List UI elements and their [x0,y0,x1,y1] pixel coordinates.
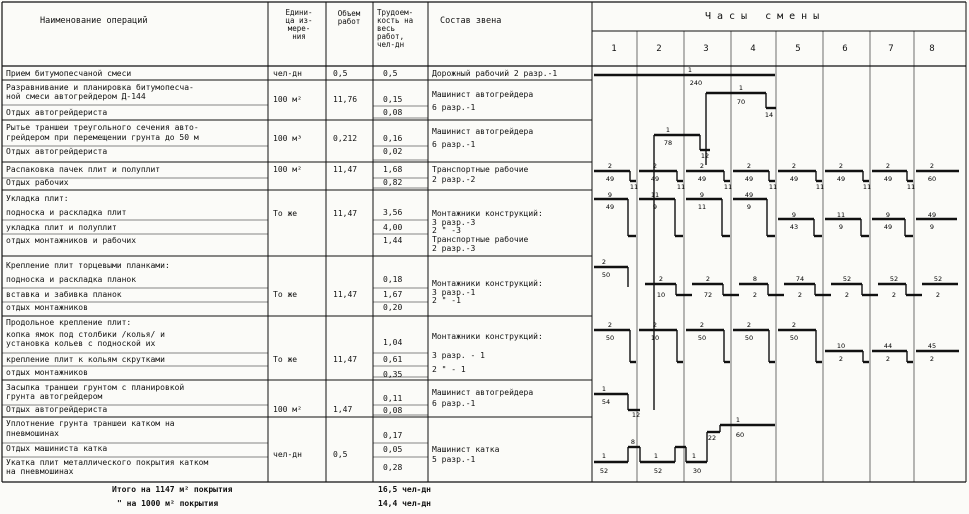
gantt-r4-lbl-b-7: 9 [929,223,935,231]
row-3-crew-1: 2 разр.-2 [432,175,476,184]
row-7-volume: 1,47 [333,405,353,414]
gantt-r6-lbl-b-3: 50 [744,334,754,342]
gantt-r3-lbl-a-6: 2 [885,162,891,170]
gantt-r8-lbl-0: 1 [601,452,607,460]
gantt-r5-lbl-b-1: 10 [656,291,666,299]
gantt-r4-lbl-a-1: 11 [650,191,660,199]
gantt-r4-lbl-b-3: 9 [746,203,752,211]
row-0-volume: 0,5 [333,69,348,78]
row-4-line-1: подноска и раскладка плит [6,208,127,217]
gantt-r4-lbl-a-6: 9 [885,211,891,219]
row-6-crew-2: 2 " - 1 [432,365,466,374]
gantt-r5-lbl-a-2: 2 [705,275,711,283]
row-2-crew-1: 6 разр.-1 [432,140,476,149]
row-6-line-3: крепление плит к кольям скрутками [6,355,165,364]
gantt-r3-lbl-a-0: 2 [607,162,613,170]
row-1-line-2: Отдых автогрейдериста [6,108,108,117]
gantt-r3-lbl-c-6: 11 [906,183,916,191]
row-5-crew-2: 2 " -1 [432,296,461,305]
row-0-crew-0: Дорожный рабочий 2 разр.-1 [432,69,558,78]
hour-7: 7 [888,44,894,54]
gantt-r6-lbl-a-0: 2 [607,321,613,329]
gantt-r6-lbl-a-4: 2 [791,321,797,329]
gantt-r6-lbl-b-2: 50 [697,334,707,342]
gantt-r8-lbl-8: 1 [735,416,741,424]
hour-1: 1 [611,44,617,54]
gantt-r6-lbl-b-6: 2 [885,355,891,363]
gantt-r4-lbl-a-0: 9 [607,191,613,199]
gantt-r8-lbl-1: 52 [599,467,609,475]
row-6-labor-0: 1,04 [383,338,403,347]
gantt-r6-lbl-b-7: 2 [929,355,935,363]
gantt-r8-lbl-6: 30 [692,467,702,475]
header-crew: Состав звена [440,16,502,26]
row-4-crew-1: 3 разр.-3 [432,218,476,227]
row-2-line-1: грейдером при перемещении грунта до 50 м [6,133,199,142]
row-6-line-1: копка ямок под столбики /колья/ и [6,330,165,339]
row-8-labor-2: 0,28 [383,463,403,472]
gantt-r3-lbl-c-5: 11 [862,183,872,191]
gantt-r3-lbl-a-2: 2 [699,162,705,170]
row-5-line-3: отдых монтажников [6,303,88,312]
row-1-volume: 11,76 [333,95,358,104]
gantt-r2-label-0: 1 [665,126,671,134]
gantt-r5-lbl-a-4: 74 [795,275,805,283]
gantt-r3-lbl-c-3: 11 [768,183,778,191]
gantt-r6-lbl-a-7: 45 [927,342,937,350]
gantt-r5-lbl-a-1: 2 [658,275,664,283]
row-7-labor-0: 0,11 [383,394,403,403]
gantt-r3-lbl-a-5: 2 [838,162,844,170]
gantt-r4-lbl-b-6: 49 [883,223,893,231]
gantt-r3-lbl-b-2: 49 [697,175,707,183]
row-4-line-2: укладка плит и полуплит [6,223,117,232]
row-4-line-3: отдых монтажников и рабочих [6,236,137,245]
gantt-r3-lbl-a-3: 2 [746,162,752,170]
row-7-line-1: грунта автогрейдером [6,392,103,401]
gantt-r5-lbl-b-2: 72 [703,291,713,299]
gantt-r5-lbl-b-5: 2 [844,291,850,299]
gantt-r4-lbl-b-0: 49 [605,203,615,211]
gantt-r4-lbl-a-5: 11 [836,211,846,219]
hour-8: 8 [929,44,935,54]
gantt-r7-lbl-1: 54 [601,398,611,406]
gantt-r3-lbl-b-0: 49 [605,175,615,183]
gantt-r5-lbl-b-6: 2 [891,291,897,299]
row-2-line-2: Отдых автогрейдериста [6,147,108,156]
row-5-crew-0: Монтажники конструкций: [432,279,543,288]
gantt-r1-label-1: 70 [736,98,746,106]
row-7-line-2: Отдых автогрейдериста [6,405,108,414]
row-1-crew-0: Машинист автогрейдера [432,90,534,99]
gantt-r3-lbl-b-1: 49 [650,175,660,183]
row-4-labor-2: 1,44 [383,236,403,245]
gantt-r3-lbl-c-1: 11 [676,183,686,191]
row-8-unit: чел-дн [273,450,302,459]
row-7-line-0: Засыпка траншеи грунтом с планировкой [6,383,185,392]
row-3-labor-0: 1,68 [383,165,403,174]
row-1-labor-0: 0,15 [383,95,403,104]
hour-5: 5 [795,44,801,54]
row-3-line-0: Распаковка пачек плит и полуплит [6,165,161,174]
row-8-line-0: Уплотнение грунта траншеи катком на [6,419,175,428]
gantt-r8-lbl-5: 1 [691,452,697,460]
row-4-labor-1: 4,00 [383,223,403,232]
gantt-r5-lbl-a-3: 8 [752,275,758,283]
gantt-r5-lbl-b-3: 2 [752,291,758,299]
gantt-r6-lbl-a-6: 44 [883,342,893,350]
row-0-labor-0: 0,5 [383,69,398,78]
gantt-r6-lbl-a-2: 2 [699,321,705,329]
gantt-r4-lbl-b-4: 43 [789,223,799,231]
row-3-labor-1: 0,82 [383,178,403,187]
row-8-labor-0: 0,17 [383,431,403,440]
row-1-line-0: Разравнивание и планировка битумопесча- [6,83,194,92]
row-6-line-0: Продольное крепление плит: [6,318,132,327]
gantt-r1-label-2: 14 [764,111,774,119]
gantt-r6-lbl-b-4: 50 [789,334,799,342]
gantt-r3-lbl-c-4: 11 [815,183,825,191]
gantt-r4-lbl-b-2: 11 [697,203,707,211]
gantt-r4-lbl-a-3: 49 [744,191,754,199]
gantt-r6-lbl-b-5: 2 [838,355,844,363]
row-3-volume: 11,47 [333,165,358,174]
row-4-volume: 11,47 [333,209,358,218]
gantt-r6-lbl-a-3: 2 [746,321,752,329]
row-5-unit: То же [273,290,298,299]
row-1-crew-1: 6 разр.-1 [432,103,476,112]
row-5-line-1: подноска и раскладка планок [6,275,137,284]
row-6-crew-0: Монтажники конструкций: [432,332,543,341]
row-6-unit: То же [273,355,298,364]
total-line-2-label: " на 1000 м² покрытия [117,499,219,508]
row-6-labor-1: 0,61 [383,355,403,364]
hour-6: 6 [842,44,848,54]
gantt-r8-lbl-4: 52 [653,467,663,475]
gantt-r7-lbl-2: 12 [631,411,641,419]
gantt-r5-lbl-a-6: 52 [889,275,899,283]
row-2-crew-0: Машинист автогрейдера [432,127,534,136]
row-3-unit: 100 м² [273,165,302,174]
row-6-crew-1: 3 разр. - 1 [432,351,485,360]
row-2-labor-1: 0,02 [383,147,403,156]
gantt-r5-lbl-0: 2 [601,258,607,266]
gantt-r6-lbl-b-1: 10 [650,334,660,342]
row-1-labor-1: 0,08 [383,108,403,117]
total-line-1-value: 16,5 чел-дн [378,485,431,494]
gantt-r8-lbl-2: 8 [630,438,636,446]
gantt-r3-lbl-b-7: 60 [927,175,937,183]
gantt-r3-lbl-b-5: 49 [836,175,846,183]
gantt-r6-lbl-a-5: 10 [836,342,846,350]
gantt-r3-lbl-b-4: 49 [789,175,799,183]
gantt-r8-lbl-7: 22 [707,434,717,442]
gantt-r3-lbl-a-4: 2 [791,162,797,170]
row-7-labor-1: 0,08 [383,406,403,415]
row-5-labor-1: 1,67 [383,290,403,299]
row-5-line-2: вставка и забивка планок [6,290,122,299]
row-4-line-0: Укладка плит: [6,194,69,203]
row-8-line-4: на пневмошинах [6,467,74,476]
header-hours-title: Часы смены [705,11,826,22]
hour-4: 4 [750,44,756,54]
hour-2: 2 [656,44,662,54]
gantt-r6-lbl-a-1: 2 [652,321,658,329]
row-6-line-4: отдых монтажников [6,368,88,377]
gantt-r4-lbl-a-7: 49 [927,211,937,219]
row-4-crew-2: 2 " -3 [432,226,461,235]
header-operation: Наименование операций [40,16,148,26]
row-5-labor-2: 0,20 [383,303,403,312]
row-8-volume: 0,5 [333,450,348,459]
row-2-volume: 0,212 [333,134,358,143]
row-2-unit: 100 м³ [273,134,302,143]
gantt-r0-label-0: 1 [687,66,693,74]
gantt-r5-lbl-b-4: 2 [797,291,803,299]
row-3-crew-0: Транспортные рабочие [432,165,529,174]
header-labor: Трудоем- кость на весь работ, чел-дн [377,8,414,49]
gantt-r5-lbl-a-7: 52 [933,275,943,283]
row-4-crew-4: 2 разр.-3 [432,244,476,253]
hour-3: 3 [703,44,709,54]
row-5-line-0: Крепление плит торцевыми планками: [6,261,170,270]
gantt-r5-lbl-1: 50 [601,271,611,279]
row-6-labor-2: 0,35 [383,370,403,379]
gantt-r5-lbl-a-5: 52 [842,275,852,283]
row-4-unit: То же [273,209,298,218]
row-0-line-0: Прием битумопесчаной смеси [6,69,132,78]
gantt-r2-label-2: 12 [700,152,710,160]
gantt-r6-lbl-b-0: 50 [605,334,615,342]
gantt-r4-lbl-a-2: 9 [699,191,705,199]
gantt-r3-lbl-a-1: 2 [652,162,658,170]
gantt-r3-lbl-c-2: 11 [723,183,733,191]
row-8-line-2: Отдых машиниста катка [6,444,108,453]
gantt-r7-lbl-0: 1 [601,385,607,393]
gantt-r3-lbl-c-0: 11 [629,183,639,191]
gantt-r3-lbl-a-7: 2 [929,162,935,170]
header-volume: Объем работ [337,9,361,26]
row-6-line-2: установка кольев с подноской их [6,339,156,348]
row-3-line-1: Отдых рабочих [6,178,69,187]
row-8-line-1: пневмошинах [6,429,59,438]
gantt-r3-lbl-b-6: 49 [883,175,893,183]
row-7-unit: 100 м² [273,405,302,414]
row-6-volume: 11,47 [333,355,358,364]
row-1-line-1: ной смеси автогрейдером Д-144 [6,92,146,101]
gantt-r4-lbl-b-5: 9 [838,223,844,231]
row-8-crew-0: Машинист катка [432,445,500,454]
row-2-labor-0: 0,16 [383,134,403,143]
header-unit: Едини- ца из- мере- ния [285,8,313,41]
row-4-crew-0: Монтажники конструкций: [432,209,543,218]
row-4-labor-0: 3,56 [383,208,403,217]
gantt-r4-lbl-b-1: 9 [652,203,658,211]
row-2-line-0: Рытье траншеи треугольного сечения авто- [6,123,199,132]
total-line-2-value: 14,4 чел-дн [378,499,431,508]
gantt-r8-lbl-9: 60 [735,431,745,439]
gantt-r3-lbl-b-3: 49 [744,175,754,183]
row-5-volume: 11,47 [333,290,358,299]
gantt-r5-lbl-b-7: 2 [935,291,941,299]
row-8-labor-1: 0,05 [383,445,403,454]
gantt-r2-label-1: 78 [663,139,673,147]
gantt-r0-label-1: 240 [689,79,703,87]
row-1-unit: 100 м² [273,95,302,104]
row-7-crew-1: 6 разр.-1 [432,399,476,408]
gantt-r4-lbl-a-4: 9 [791,211,797,219]
total-line-1-label: Итого на 1147 м² покрытия [112,485,233,494]
row-5-crew-1: 3 разр.-1 [432,288,476,297]
row-7-crew-0: Машинист автогрейдера [432,388,534,397]
gantt-r8-lbl-3: 1 [653,452,659,460]
row-4-crew-3: Транспортные рабочие [432,235,529,244]
row-5-labor-0: 0,18 [383,275,403,284]
gantt-r1-label-0: 1 [738,84,744,92]
row-8-crew-1: 5 разр.-1 [432,455,476,464]
row-0-unit: чел-дн [273,69,302,78]
row-8-line-3: Укатка плит металлического покрытия катком [6,458,209,467]
